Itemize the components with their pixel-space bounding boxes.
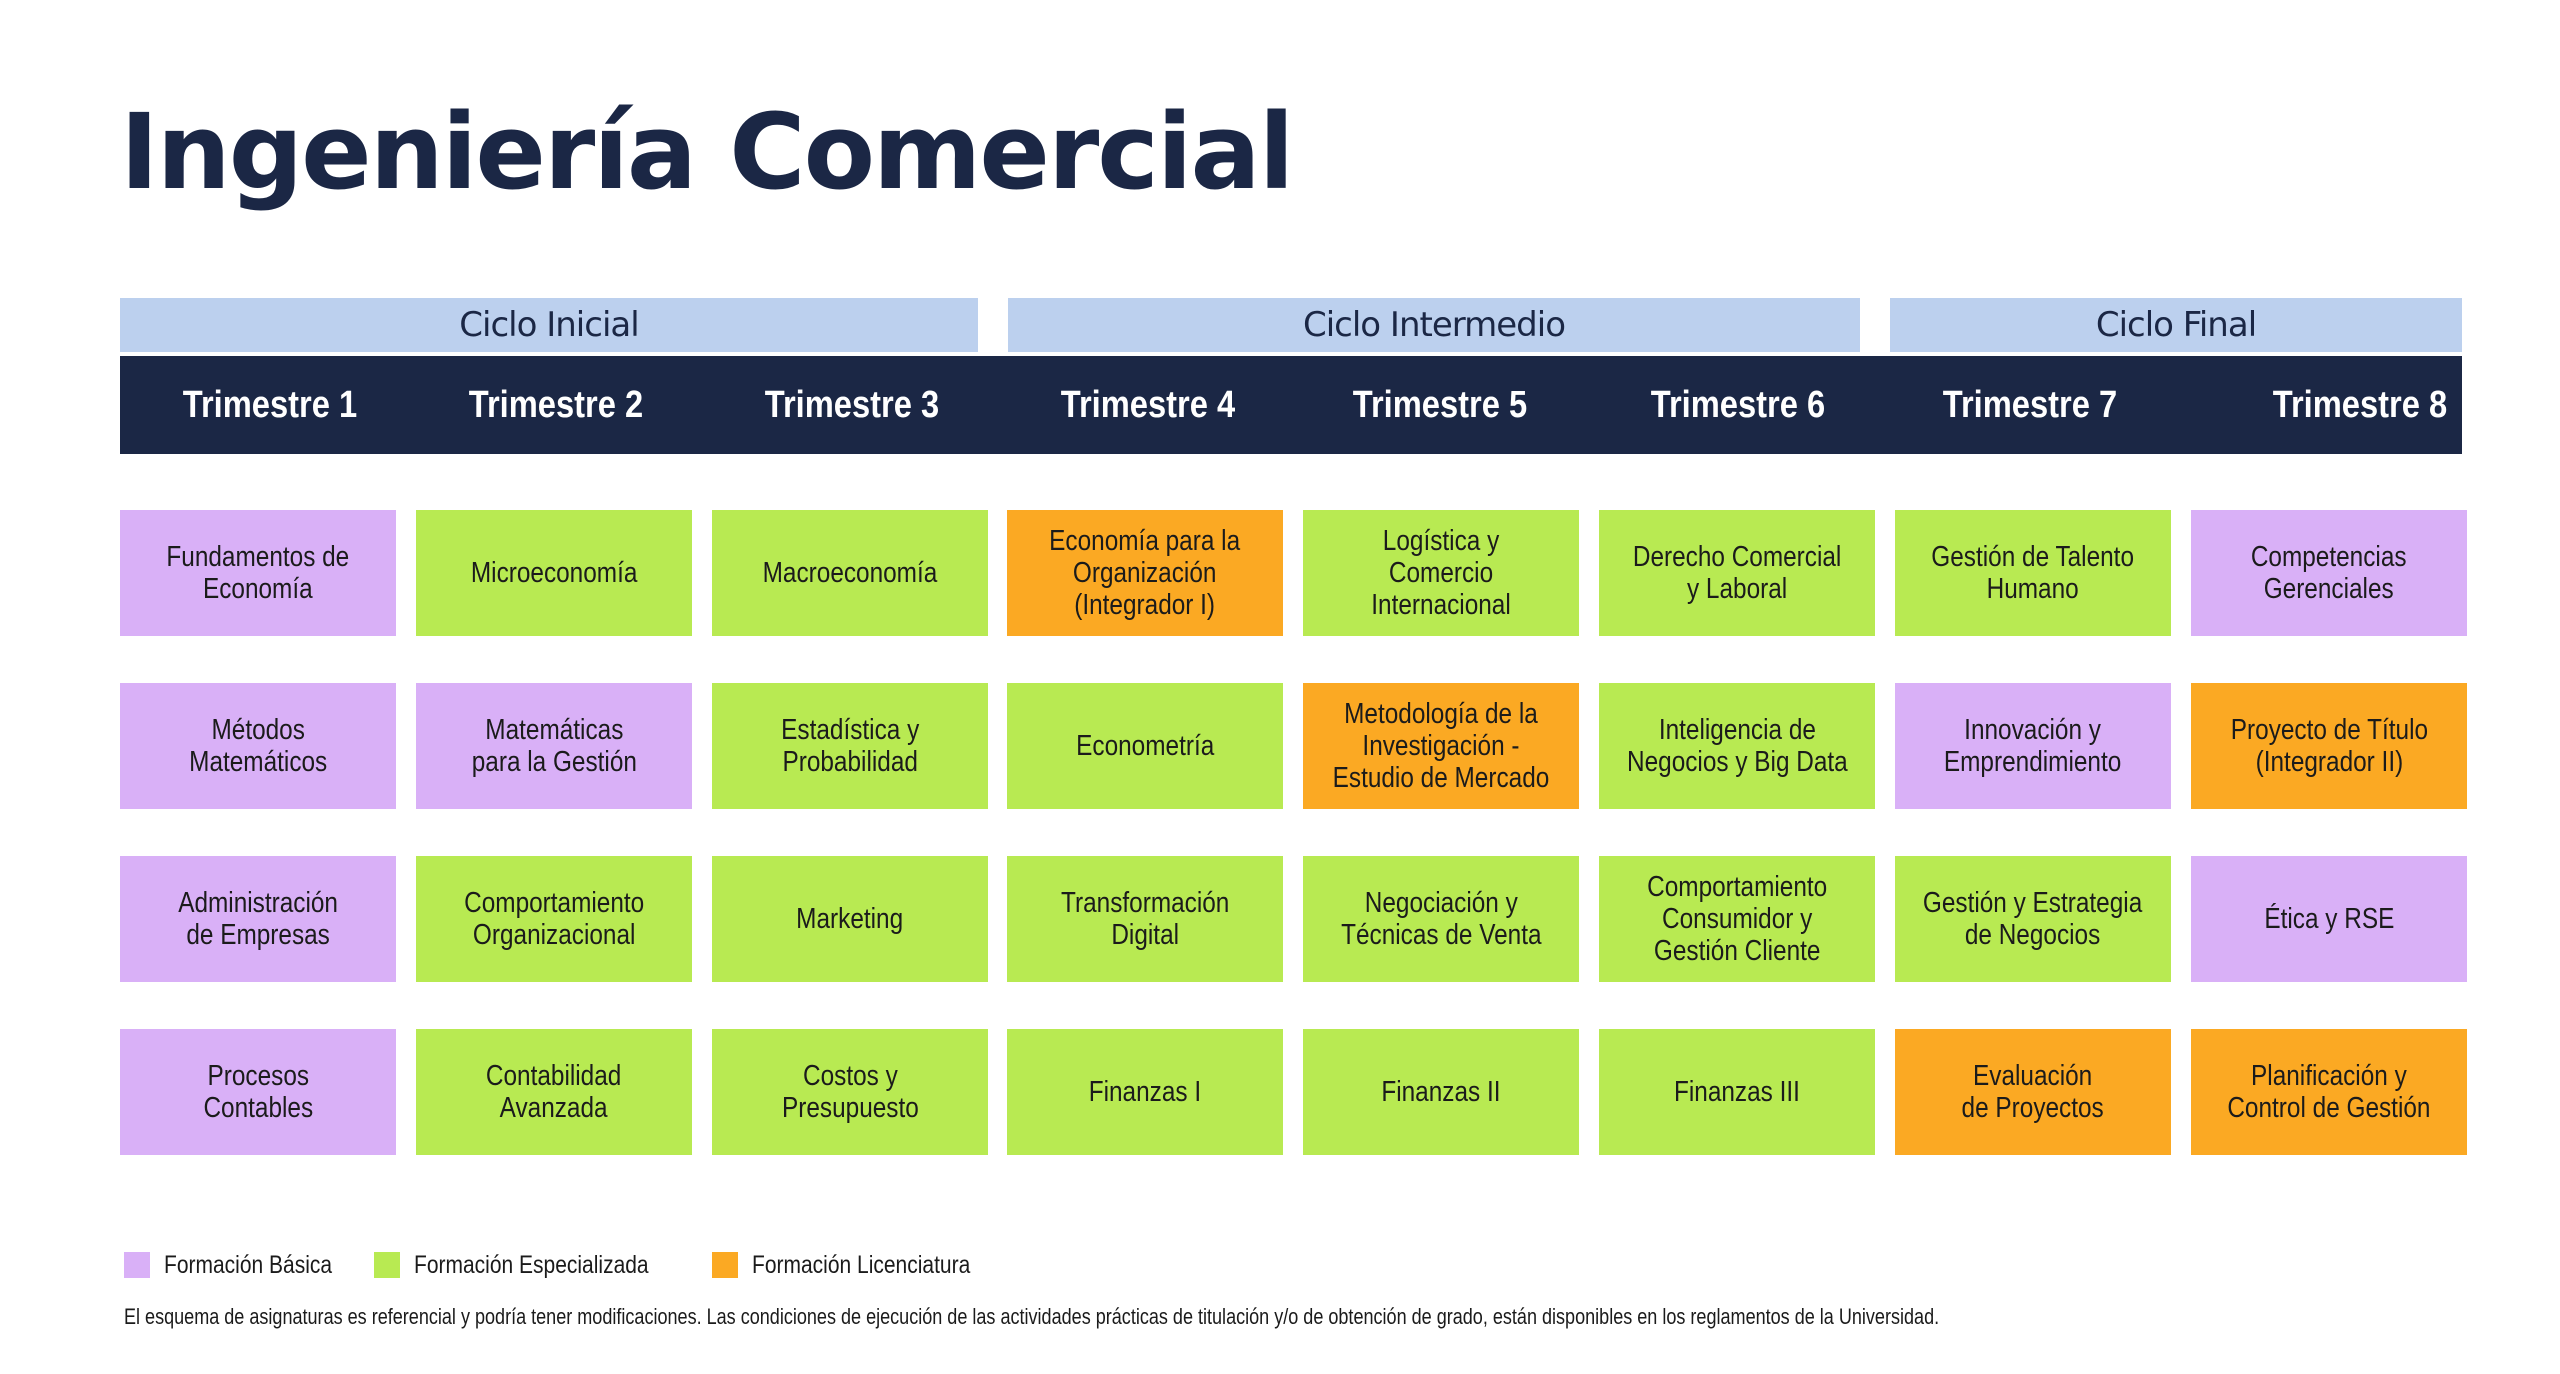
course-label: Microeconomía	[470, 557, 638, 589]
legend-item-licenciatura	[712, 1250, 1012, 1280]
course-label: Inteligencia de Negocios y Big Data	[1626, 714, 1848, 778]
course-label: Macroeconomía	[762, 557, 938, 589]
trimester-header-3: Trimestre 3	[764, 383, 940, 426]
cycle-header-final: Ciclo Final	[1890, 298, 2462, 352]
course-label: Competencias Gerenciales	[2251, 541, 2407, 605]
legend-item-basica	[124, 1250, 364, 1280]
cycle-header-inicial: Ciclo Inicial	[120, 298, 978, 352]
course-cell	[1895, 510, 2171, 636]
course-cell	[1303, 510, 1579, 636]
course-label: Comportamiento Consumidor y Gestión Cliente	[1646, 871, 1828, 967]
course-label: Innovación y Emprendimiento	[1944, 714, 2122, 778]
course-cell	[1007, 1029, 1283, 1155]
course-label: Administración de Empresas	[178, 887, 338, 951]
course-cell	[2191, 510, 2467, 636]
course-cell	[416, 510, 692, 636]
course-cell	[416, 683, 692, 809]
course-cell	[712, 510, 988, 636]
course-cell	[1007, 856, 1283, 982]
course-cell	[1895, 683, 2171, 809]
course-cell	[2191, 1029, 2467, 1155]
course-cell	[1007, 683, 1283, 809]
course-label: Contabilidad Avanzada	[486, 1060, 622, 1124]
course-label: Finanzas I	[1088, 1076, 1202, 1108]
trimester-header-8: Trimestre 8	[2272, 383, 2448, 426]
course-label: Matemáticas para la Gestión	[471, 714, 637, 778]
course-cell	[712, 856, 988, 982]
trimester-header-6: Trimestre 6	[1650, 383, 1826, 426]
course-cell	[1599, 1029, 1875, 1155]
course-label: Costos y Presupuesto	[781, 1060, 919, 1124]
course-label: Finanzas III	[1674, 1076, 1800, 1108]
course-cell	[2191, 856, 2467, 982]
course-cell	[1303, 683, 1579, 809]
legend-label: Formación Especializada	[414, 1250, 649, 1279]
course-cell	[120, 1029, 396, 1155]
course-cell	[712, 683, 988, 809]
course-label: Transformación Digital	[1060, 887, 1230, 951]
trimester-header-7: Trimestre 7	[1942, 383, 2118, 426]
course-label: Procesos Contables	[203, 1060, 313, 1124]
legend-swatch	[124, 1252, 150, 1278]
legend-swatch	[712, 1252, 738, 1278]
course-cell	[1599, 856, 1875, 982]
course-label: Gestión de Talento Humano	[1931, 541, 2135, 605]
course-cell	[1303, 1029, 1579, 1155]
page-title: Ingeniería Comercial	[120, 91, 1293, 213]
trimester-header-4: Trimestre 4	[1060, 383, 1236, 426]
course-label: Estadística y Probabilidad	[780, 714, 920, 778]
course-cell	[416, 1029, 692, 1155]
course-label: Métodos Matemáticos	[188, 714, 328, 778]
course-cell	[416, 856, 692, 982]
course-cell	[1303, 856, 1579, 982]
cycle-header-intermedio: Ciclo Intermedio	[1008, 298, 1860, 352]
course-label: Comportamiento Organizacional	[463, 887, 645, 951]
course-label: Gestión y Estrategia de Negocios	[1923, 887, 2143, 951]
course-cell	[2191, 683, 2467, 809]
course-cell	[712, 1029, 988, 1155]
course-label: Derecho Comercial y Laboral	[1632, 541, 1842, 605]
course-cell	[1895, 856, 2171, 982]
course-cell	[1007, 510, 1283, 636]
disclaimer-note: El esquema de asignaturas es referencial y podría tener modificaciones. Las condiciones de ejecución de las actividades prácticas de titulación y/o de obtención de grado, están disponibles en los reglamentos de la Universidad.	[124, 1304, 1940, 1329]
course-cell	[120, 856, 396, 982]
course-label: Metodología de la Investigación - Estudio de Mercado	[1332, 698, 1550, 794]
legend-label: Formación Básica	[164, 1250, 333, 1279]
course-cell	[1599, 683, 1875, 809]
course-label: Planificación y Control de Gestión	[2227, 1060, 2431, 1124]
legend-label: Formación Licenciatura	[752, 1250, 971, 1279]
course-cell	[120, 510, 396, 636]
course-label: Proyecto de Título (Integrador II)	[2230, 714, 2428, 778]
trimester-header-2: Trimestre 2	[468, 383, 644, 426]
legend-swatch	[374, 1252, 400, 1278]
trimester-header-1: Trimestre 1	[182, 383, 358, 426]
course-cell	[120, 683, 396, 809]
course-label: Finanzas II	[1381, 1076, 1501, 1108]
course-label: Negociación y Técnicas de Venta	[1340, 887, 1542, 951]
course-label: Evaluación de Proyectos	[1961, 1060, 2105, 1124]
course-label: Economía para la Organización (Integrador I)	[1049, 525, 1241, 621]
legend-item-especializada	[374, 1250, 693, 1280]
course-cell	[1599, 510, 1875, 636]
course-label: Ética y RSE	[2264, 903, 2394, 935]
course-label: Logística y Comercio Internacional	[1371, 525, 1511, 621]
course-cell	[1895, 1029, 2171, 1155]
trimester-header-5: Trimestre 5	[1352, 383, 1528, 426]
course-label: Fundamentos de Economía	[166, 541, 350, 605]
course-label: Econometría	[1075, 730, 1215, 762]
course-label: Marketing	[796, 903, 904, 935]
